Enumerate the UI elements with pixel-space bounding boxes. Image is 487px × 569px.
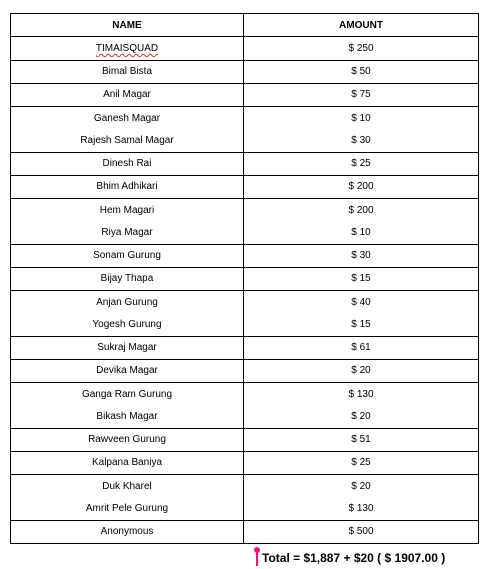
cell-name[interactable] — [11, 267, 244, 290]
cell-amount[interactable]: $ 200 — [244, 199, 479, 222]
table-row — [11, 83, 479, 106]
donation-table — [10, 13, 478, 544]
cell-name[interactable] — [11, 497, 244, 520]
name-text: Ganga Ram Gurung — [81, 388, 173, 400]
name-text: Kalpana Baniya — [91, 457, 163, 469]
cell-name[interactable] — [11, 60, 244, 83]
name-text: Dinesh Rai — [102, 158, 152, 170]
table-row — [11, 336, 479, 359]
cell-amount[interactable]: $ 10 — [244, 221, 479, 244]
total-line[interactable]: Total = $1,887 + $20 ( $ 1907.00 ) — [262, 551, 446, 565]
cell-amount[interactable]: $ 20 — [244, 405, 479, 428]
table-row — [11, 428, 479, 451]
cell-amount[interactable]: $ 75 — [244, 83, 479, 106]
name-text: Sonam Gurung — [93, 250, 161, 262]
table-row — [11, 497, 479, 520]
cell-name[interactable] — [11, 83, 244, 106]
name-text: Amrit Pele Gurung — [85, 502, 169, 514]
cell-amount[interactable]: $ 25 — [244, 451, 479, 474]
cell-amount[interactable]: $ 50 — [244, 60, 479, 83]
cell-name[interactable] — [11, 175, 244, 198]
table-row — [11, 475, 479, 498]
cell-amount[interactable]: $ 10 — [244, 107, 479, 130]
cell-name[interactable] — [11, 451, 244, 474]
cell-amount[interactable]: $ 25 — [244, 152, 479, 175]
name-text: Anonymous — [100, 526, 154, 538]
cell-name[interactable] — [11, 221, 244, 244]
cell-amount[interactable]: $ 250 — [244, 37, 479, 60]
column-header-amount: AMOUNT — [244, 14, 479, 37]
cell-amount[interactable]: $ 30 — [244, 129, 479, 152]
name-text: Rajesh Samal Magar — [80, 134, 174, 146]
name-text: Rawveen Gurung — [88, 434, 166, 446]
name-text: Anil Magar — [103, 89, 151, 101]
table-row — [11, 359, 479, 382]
name-text: Bimal Bista — [101, 66, 152, 78]
column-header-name: NAME — [11, 14, 244, 37]
name-text: TIMAISQUAD — [95, 42, 159, 54]
name-text: Sukraj Magar — [97, 342, 157, 354]
table-row — [11, 37, 479, 60]
cell-name[interactable] — [11, 129, 244, 152]
table-row — [11, 107, 479, 130]
cell-name[interactable] — [11, 336, 244, 359]
table-row — [11, 520, 479, 543]
cell-name[interactable] — [11, 313, 244, 336]
cell-amount[interactable]: $ 500 — [244, 520, 479, 543]
cell-amount[interactable]: $ 61 — [244, 336, 479, 359]
cell-name[interactable] — [11, 520, 244, 543]
cell-amount[interactable]: $ 15 — [244, 267, 479, 290]
table-row — [11, 313, 479, 336]
name-text: Yogesh Gurung — [92, 318, 162, 330]
name-text: Devika Magar — [96, 365, 158, 377]
cell-name[interactable] — [11, 244, 244, 267]
cell-amount[interactable]: $ 20 — [244, 359, 479, 382]
name-text: Bikash Magar — [96, 410, 158, 422]
name-text: Anjan Gurung — [96, 296, 158, 308]
table-row — [11, 129, 479, 152]
cell-amount[interactable]: $ 20 — [244, 475, 479, 498]
cell-name[interactable] — [11, 428, 244, 451]
table-row — [11, 152, 479, 175]
name-text: Riya Magar — [101, 226, 153, 238]
table-row — [11, 383, 479, 406]
name-text: Bijay Thapa — [100, 273, 154, 285]
name-text: Hem Magari — [99, 204, 155, 216]
cell-name[interactable] — [11, 291, 244, 314]
cell-name[interactable] — [11, 107, 244, 130]
cell-name[interactable] — [11, 405, 244, 428]
table-header-row — [11, 14, 479, 37]
cell-amount[interactable]: $ 30 — [244, 244, 479, 267]
name-text: Duk Kharel — [102, 480, 152, 492]
cell-name[interactable] — [11, 37, 244, 60]
cell-amount[interactable]: $ 200 — [244, 175, 479, 198]
name-text: Ganesh Magar — [93, 112, 161, 124]
table-row — [11, 60, 479, 83]
table-row — [11, 451, 479, 474]
cell-amount[interactable]: $ 15 — [244, 313, 479, 336]
cell-name[interactable] — [11, 152, 244, 175]
table-row — [11, 267, 479, 290]
cell-amount[interactable]: $ 40 — [244, 291, 479, 314]
table-row — [11, 199, 479, 222]
text-cursor — [256, 549, 258, 566]
cell-amount[interactable]: $ 130 — [244, 497, 479, 520]
table-row — [11, 221, 479, 244]
table-row — [11, 405, 479, 428]
cell-name[interactable] — [11, 359, 244, 382]
table-row — [11, 291, 479, 314]
cell-name[interactable] — [11, 383, 244, 406]
name-text: Bhim Adhikari — [96, 181, 158, 193]
table-row — [11, 244, 479, 267]
table-row — [11, 175, 479, 198]
cell-name[interactable] — [11, 475, 244, 498]
cell-amount[interactable]: $ 51 — [244, 428, 479, 451]
cell-name[interactable] — [11, 199, 244, 222]
cell-amount[interactable]: $ 130 — [244, 383, 479, 406]
